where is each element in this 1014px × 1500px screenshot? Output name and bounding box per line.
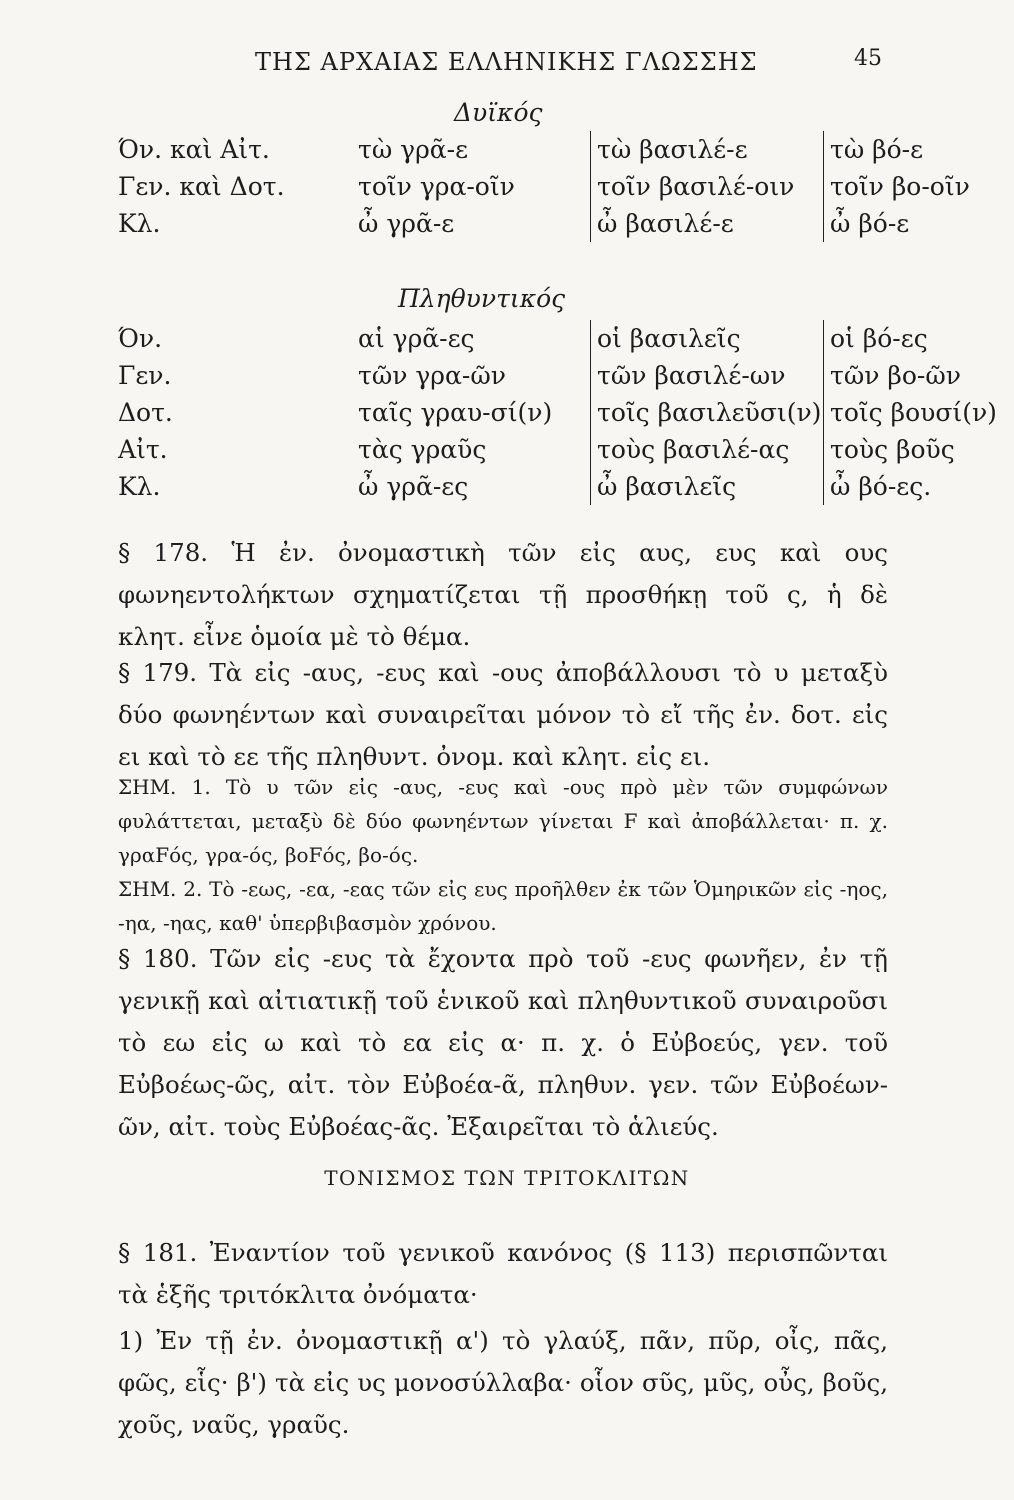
case-label: Γεν. bbox=[118, 361, 172, 390]
plural-declension-table bbox=[118, 320, 997, 505]
form-basileus: ὦ βασιλέ-ε bbox=[591, 205, 824, 242]
paragraph-180: § 180. Τῶν εἰς -ευς τὰ ἔχοντα πρὸ τοῦ -ευς φωνῆεν, ἐν τῇ γενικῇ καὶ αἰτιατικῇ τοῦ ἑνικοῦ καὶ πληθυντικοῦ συναιροῦσι τὸ εω εἰς ω καὶ τὸ εα εἰς α· π. χ. ὁ Εὐβοεύς, γεν. τοῦ Εὐβοέως-ῶς, αἰτ. τὸν Εὐβοέα-ᾶ, πληθυν. γεν. τῶν Εὐβοέων-ῶν, αἰτ. τοὺς Εὐβοέας-ᾶς. Ἐξαιρεῖται τὸ ἁλιεύς. bbox=[118, 944, 888, 1141]
table-row bbox=[118, 394, 997, 431]
table-row bbox=[118, 320, 997, 357]
case-label: Γεν. καὶ Δοτ. bbox=[118, 172, 285, 201]
table-row bbox=[118, 168, 980, 205]
note-1: ΣΗΜ. 1. Τὸ υ τῶν εἰς -αυς, -ευς καὶ -ους πρὸ μὲν τῶν συμφώνων φυλάττεται, μεταξὺ δὲ δύο φωνηέντων γίνεται F καὶ ἀποβάλλεται· π. χ. γραFός, γρα-ός, βοFός, βο-ός. bbox=[118, 775, 888, 867]
case-label: Όν. καὶ Αἰτ. bbox=[118, 135, 270, 164]
paragraph-181-item-1: 1) Ἐν τῇ ἐν. ὀνομαστικῇ α') τὸ γλαύξ, πᾶν, πῦρ, οἶς, πᾶς, φῶς, εἷς· β') τὰ εἰς υς μονοσύλλαβα· οἷον σῦς, μῦς, οὖς, βοῦς, χοῦς, ναῦς, γραῦς. bbox=[118, 1326, 888, 1439]
form-bous: τῶν βο-ῶν bbox=[824, 357, 997, 394]
table-row bbox=[118, 468, 997, 505]
form-grays: αἱ γρᾶ-ες bbox=[358, 324, 475, 353]
form-grays: ὦ γρᾶ-ε bbox=[358, 209, 455, 238]
dual-title: Δυϊκός bbox=[454, 98, 543, 127]
form-grays: ταῖς γραυ-σί(ν) bbox=[358, 398, 553, 427]
form-bous: τοῖν βο-οῖν bbox=[824, 168, 981, 205]
form-bous: τοῖς βουσί(ν) bbox=[824, 394, 997, 431]
form-bous: ὦ βό-ες. bbox=[824, 468, 997, 505]
form-grays: ὦ γρᾶ-ες bbox=[358, 472, 469, 501]
form-bous: τοὺς βοῦς bbox=[824, 431, 997, 468]
form-basileus: τοὺς βασιλέ-ας bbox=[591, 431, 824, 468]
table-row bbox=[118, 131, 980, 168]
form-basileus: τοῖν βασιλέ-οιν bbox=[591, 168, 824, 205]
paragraph-181: § 181. Ἐναντίον τοῦ γενικοῦ κανόνος (§ 113) περισπῶνται τὰ ἑξῆς τριτόκλιτα ὀνόματα· bbox=[118, 1238, 888, 1309]
section-heading: ΤΟΝΙΣΜΟΣ ΤΩΝ ΤΡΙΤΟΚΛΙΤΩΝ bbox=[324, 1166, 690, 1190]
case-label: Δοτ. bbox=[118, 398, 173, 427]
form-grays: τὰς γραῦς bbox=[358, 435, 487, 464]
form-bous: ὦ βό-ε bbox=[824, 205, 981, 242]
table-row bbox=[118, 431, 997, 468]
table-row bbox=[118, 357, 997, 394]
form-grays: τοῖν γρα-οῖν bbox=[358, 172, 515, 201]
form-bous: τὼ βό-ε bbox=[824, 131, 981, 168]
form-grays: τῶν γρα-ῶν bbox=[358, 361, 506, 390]
form-grays: τὼ γρᾶ-ε bbox=[358, 135, 469, 164]
page-number: 45 bbox=[854, 46, 882, 71]
form-basileus: οἱ βασιλεῖς bbox=[591, 320, 824, 357]
form-basileus: ὦ βασιλεῖς bbox=[591, 468, 824, 505]
running-title: ΤΗΣ ΑΡΧΑΙΑΣ ΕΛΛΗΝΙΚΗΣ ΓΛΩΣΣΗΣ bbox=[255, 48, 758, 76]
paragraph-179: § 179. Τὰ εἰς -αυς, -ευς καὶ -ους ἀποβάλλουσι τὸ υ μεταξὺ δύο φωνηέντων καὶ συναιρεῖται μόνον τὸ εἴ τῆς ἐν. δοτ. εἰς ει καὶ τὸ εε τῆς πληθυντ. ὀνομ. καὶ κλητ. εἰς ει. bbox=[118, 658, 888, 771]
dual-declension-table bbox=[118, 131, 980, 242]
case-label: Κλ. bbox=[118, 472, 161, 501]
case-label: Αἰτ. bbox=[118, 435, 168, 464]
form-basileus: τῶν βασιλέ-ων bbox=[591, 357, 824, 394]
paragraph-178: § 178. Ἡ ἐν. ὀνομαστικὴ τῶν εἰς αυς, ευς καὶ ους φωνηεντολήκτων σχηματίζεται τῇ προσθήκῃ τοῦ ς, ἡ δὲ κλητ. εἶνε ὁμοία μὲ τὸ θέμα. bbox=[118, 538, 888, 651]
case-label: Κλ. bbox=[118, 209, 161, 238]
form-bous: οἱ βό-ες bbox=[824, 320, 997, 357]
note-2: ΣΗΜ. 2. Τὸ -εως, -εα, -εας τῶν εἰς ευς προῆλθεν ἐκ τῶν Ὁμηρικῶν εἰς -ηος, -ηα, -ηας, καθ' ὑπερβιβασμὸν χρόνου. bbox=[118, 877, 888, 935]
table-row bbox=[118, 205, 980, 242]
form-basileus: τὼ βασιλέ-ε bbox=[591, 131, 824, 168]
case-label: Όν. bbox=[118, 324, 163, 353]
plural-title: Πληθυντικός bbox=[398, 284, 566, 313]
form-basileus: τοῖς βασιλεῦσι(ν) bbox=[591, 394, 824, 431]
